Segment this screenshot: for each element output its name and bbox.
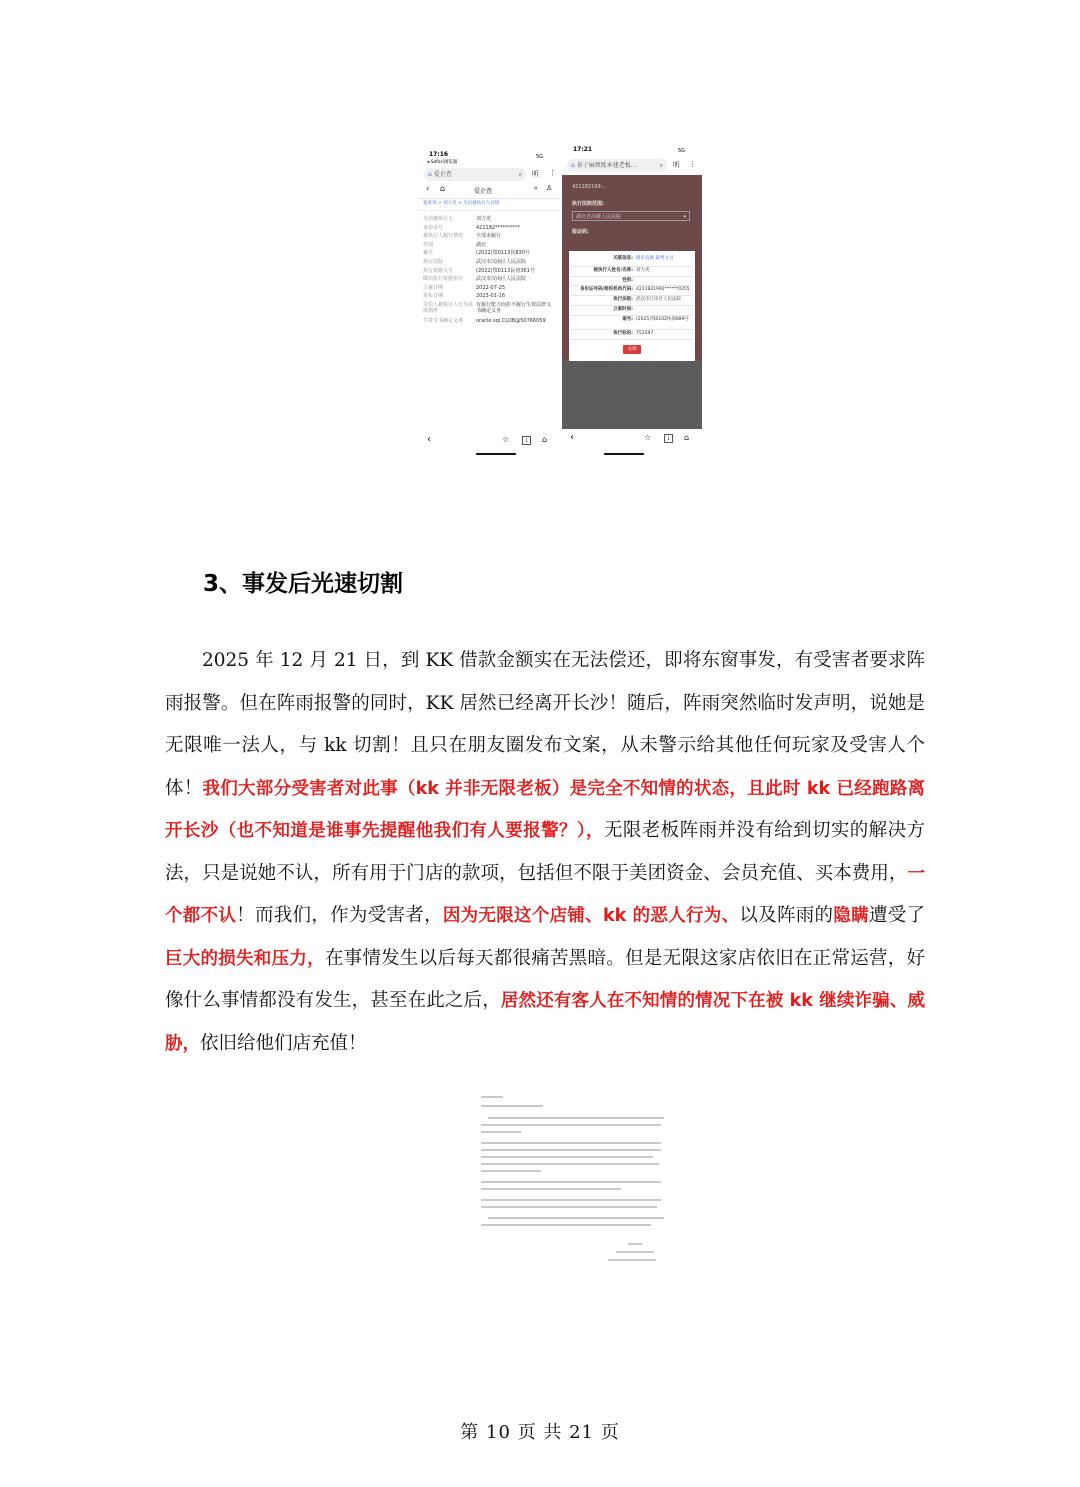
home-indicator xyxy=(476,453,516,455)
court-dropdown-value: 湖北省高级人民法院 xyxy=(576,214,622,220)
detail-label: 执行法院 xyxy=(423,259,444,265)
body-text: 以及阵雨的 xyxy=(739,905,834,926)
highlight-text: 一个都不认 xyxy=(165,863,925,926)
result-label: 性别: xyxy=(622,278,633,283)
body-text: 2025 年 12 月 21 日，到 KK 借款金额实在无法偿还，即将东窗事发，有受害者要求阵雨报警。但在阵雨报警的同时，KK 居然已经离开长沙！随后，阵雨突然临时发声明，说她是无限唯一法人，与 kk 切割！且只在朋友圈发布文案，从未警示给其他任何玩家及受害人个体！ xyxy=(165,650,925,799)
detail-label: 发布日期 xyxy=(423,293,444,300)
detail-label: 案号 xyxy=(423,250,434,257)
result-label: 案号: xyxy=(622,317,633,322)
detail-value: 武汉市汉南区人民法院 xyxy=(476,259,527,265)
listen-button[interactable]: 听 xyxy=(673,161,680,169)
more-icon[interactable]: ⋮ xyxy=(549,169,556,177)
star-icon[interactable]: ☆ xyxy=(644,433,652,442)
result-value[interactable]: 限审直播 最判文书 xyxy=(636,256,674,261)
section-paragraph xyxy=(165,640,925,1065)
page-number: 第 10 页 共 21 页 xyxy=(460,1422,620,1443)
right-url-bar[interactable] xyxy=(567,159,667,172)
chevron-down-icon: ▾ xyxy=(683,214,686,220)
right-bottom-nav xyxy=(562,429,702,455)
id-field-value: 421182199... xyxy=(572,184,606,190)
back-icon[interactable]: ‹ xyxy=(427,434,431,445)
executing-court-label: 执行法院范围: xyxy=(572,201,605,207)
result-value: 武汉市江岸区人民法院 xyxy=(636,297,681,302)
result-row xyxy=(571,315,693,330)
result-value: 753597 xyxy=(636,331,654,336)
highlight-text: 我们大部分受害者对此事（kk 并非无限老板）是完全不知情的状态，且此时 kk 已经跑路离开长沙（也不知道是谁事先提醒他我们有人要报警？）， xyxy=(165,778,925,841)
breadcrumb: 爱查询 > 刘力吏 > 失信被执行人详情 xyxy=(423,201,500,206)
search-icon[interactable]: ⌕ xyxy=(659,162,663,169)
detail-label: 性别 xyxy=(423,241,434,248)
detail-value: oracle.sql.CLOB@50766059 xyxy=(476,318,546,324)
more-icon[interactable]: ⋮ xyxy=(689,160,696,168)
result-value: 刘力吏 xyxy=(636,268,650,273)
paragraph-body xyxy=(165,640,925,1065)
result-modal xyxy=(569,251,695,361)
tabs-icon[interactable]: 1 xyxy=(522,436,531,445)
left-url-bar[interactable] xyxy=(424,168,526,181)
detail-value: 2023-01-16 xyxy=(476,293,506,300)
detail-label: 被执行人履行情况 xyxy=(423,233,464,240)
detail-label: 做出执行依据单位 xyxy=(423,276,464,283)
detail-value: 湖北 xyxy=(476,241,487,248)
profile-icon[interactable]: ⌂ xyxy=(684,433,690,442)
app-icon: ⌂ xyxy=(571,162,577,169)
status-back-app: ◂ Safari浏览器 xyxy=(427,160,458,165)
home-icon[interactable]: ⌂ xyxy=(440,184,446,193)
user-icon[interactable]: ♙ xyxy=(546,184,553,192)
detail-value: 2022-07-25 xyxy=(476,284,506,291)
result-label: 执行标的: xyxy=(613,331,633,336)
detail-value: (2022)鄂0113民初361号 xyxy=(476,267,535,274)
detail-value: 刘力吏 xyxy=(476,216,492,222)
result-row xyxy=(571,329,693,340)
home-indicator xyxy=(604,453,644,455)
app-icon: ⌂ xyxy=(428,171,434,178)
status-signal: 5G xyxy=(536,154,544,160)
detail-label: 生效文书确定义务 xyxy=(423,318,464,324)
highlight-text: 因为无限这个店铺、kk 的恶人行为、 xyxy=(442,906,740,926)
back-icon[interactable]: ‹ xyxy=(426,184,430,193)
highlight-text: 巨大的损失和压力， xyxy=(165,948,325,969)
left-phone-screenshot xyxy=(418,148,560,460)
status-time: 17:16 xyxy=(429,151,449,158)
body-text: 依旧给他们店充值！ xyxy=(200,1032,367,1054)
search-icon[interactable]: ⌕ xyxy=(534,184,538,192)
listen-button[interactable]: 听 xyxy=(532,170,539,178)
body-text: 无限老板阵雨并没有给到切实的解决方法，只是说她不认，所有用于门店的款项，包括但不限于美团资金、会员充值、买本费用， xyxy=(165,820,925,884)
detail-value: 武汉市汉南区人民法院 xyxy=(476,276,527,283)
profile-icon[interactable]: ⌂ xyxy=(542,435,548,444)
right-phone-screenshot xyxy=(562,143,702,460)
body-text: ！而我们，作为受害者， xyxy=(236,905,443,926)
close-button[interactable]: 关闭 xyxy=(623,345,641,354)
declaration-image xyxy=(478,1093,668,1273)
body-text: 在事情发生以后每天都很痛苦黑暗。但是无限这家店依旧在正常运营，好像什么事情都没有发生，甚至在此之后， xyxy=(165,947,925,1011)
status-signal: 5G xyxy=(678,148,686,154)
result-label: 立案时间: xyxy=(613,307,633,312)
search-icon[interactable]: ⌕ xyxy=(518,171,522,178)
left-bottom-nav xyxy=(418,431,560,457)
status-time: 17:21 xyxy=(573,146,593,153)
result-label: 执行法院: xyxy=(613,297,633,302)
url-text: 景子麻烦账本建老板... xyxy=(576,162,637,169)
detail-label: 失信人被执行人行为具体情形 xyxy=(423,302,474,314)
url-text: 爱企查 xyxy=(433,171,452,178)
body-text: 遭受了 xyxy=(868,905,925,926)
detail-value: 有履行能力而拒不履行生效法律文书确定义务 xyxy=(476,302,552,314)
result-label: 关联信息: xyxy=(613,256,633,261)
detail-value: 421182********** xyxy=(476,224,521,231)
court-dropdown[interactable] xyxy=(572,211,690,221)
detail-label: 立案日期 xyxy=(423,284,444,291)
detail-value: (2022)鄂0113执830号 xyxy=(476,250,530,257)
result-label: 身份证号码/组织机构代码: xyxy=(580,287,633,292)
star-icon[interactable]: ☆ xyxy=(502,435,510,444)
result-value: (2025)鄂0102执保889号 xyxy=(636,317,690,322)
result-label: 被执行人姓名/名称: xyxy=(593,268,633,273)
detail-value: 全部未履行 xyxy=(476,233,502,240)
result-value: 4211821992******0355 xyxy=(636,287,690,292)
detail-label: 身份证号 xyxy=(423,224,444,231)
tabs-icon[interactable]: 1 xyxy=(664,434,673,443)
detail-label: 执行依据文号 xyxy=(423,267,454,274)
highlight-text: 居然还有客人在不知情的情况下在被 kk 继续诈骗、威胁， xyxy=(165,991,925,1054)
detail-label: 失信被执行人 xyxy=(423,216,454,222)
back-icon[interactable]: ‹ xyxy=(570,432,574,443)
page-title: 爱企查 xyxy=(474,188,493,195)
highlight-text: 隐瞒 xyxy=(833,906,869,926)
captcha-label: 验证码: xyxy=(572,229,589,235)
section-heading: 3、事发后光速切割 xyxy=(203,571,404,597)
